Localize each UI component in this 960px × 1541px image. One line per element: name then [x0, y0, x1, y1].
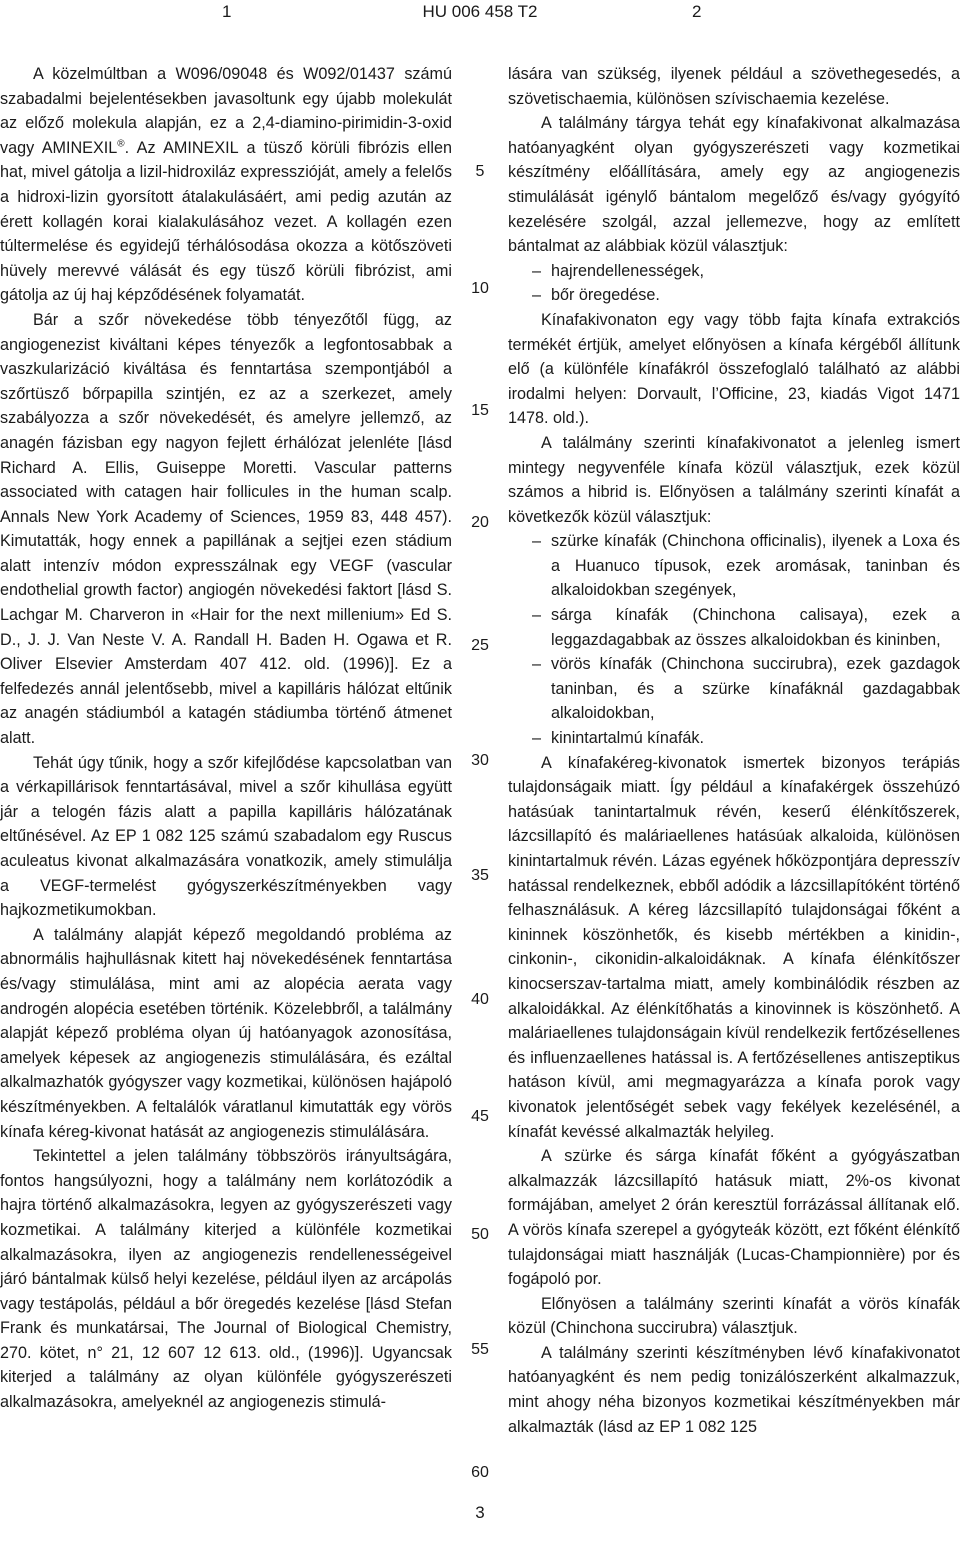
line-number: 15: [471, 402, 489, 419]
document-id: HU 006 458 T2: [422, 2, 538, 21]
right-column: [508, 62, 960, 1439]
line-number: 25: [471, 637, 489, 654]
line-number: 20: [471, 514, 489, 531]
paragraph: A szürke és sárga kínafát főként a gyógyászatban alkalmazzák lázcsillapító hatásuk miatt, 2%-os kivonat formájában, amelyet 2 órán keresztül forrázással állítanak elő. A vörös kínafa szerepel a gyógyteák között, ezt főként élénkítő tulajdonságai miatt használják (Lucas-Championnière) por és fogápoló por.: [508, 1147, 960, 1289]
registered-mark: ®: [117, 138, 125, 150]
cinchona-list: [508, 529, 960, 750]
dash-bullet: –: [532, 729, 542, 748]
paragraph: Bár a szőr növekedése több tényezőtől függ, az angiogenezist kiváltani képes tényezők a legfontosabbak a vaszkularizáció kiváltása és fenntartása szempontjából a szőrtüsző bőrpapilla szintjén, ez az a szerkezet, amely szabályozza a szőr növekedését, és amelyre jellemző, az anagén fázisban egy nagyon fejlett érhálózat jelenléte [lásd Richard A. Ellis, Guiseppe Moretti. Vascular patterns associated with catagen hair follicules in the human scalp. Annals New York Academy of Sciences, 1959 83, 448 457). Kimutatták, hogy ennek a papillának a sejtjei ezen stádium alatt intenzív módon expresszálnak egy VEGF (vascular endothelial growth factor) angiogén növekedési faktort [lásd S. Lachgar M. Charveron in «Hair for the next millenium» Ed S. D., J. J. Van Neste V. A. Randall H. Baden H. Ogawa et R. Oliver Elsevier Amsterdam 407 412. old. (1996)]. Ez a felfedezés annál jelentősebb, mivel a kapilláris hálózat eltűnik az anagén stádiumból a katagén stádiumba történő átmenet alatt.: [0, 310, 452, 748]
list-item: [508, 603, 960, 652]
left-column: [0, 62, 452, 1415]
line-number: 5: [475, 163, 485, 180]
list-item: [508, 259, 960, 284]
list-item-text: szürke kínafák (Chinchona officinalis), ilyenek a Loxa és a Huanuco típusok, ezek aromásak, taninban és alkaloidokban szegények,: [551, 532, 960, 600]
line-number: 40: [471, 991, 489, 1008]
paragraph: A találmány alapját képező megoldandó probléma az abnormális hajhullásnak kitett haj növekedésének fenntartása és/vagy stimulálása, mint ami az alopécia aerata vagy androgén alopécia esetében történik. Közelebbről, a találmány alapját képező probléma olyan új hatóanyagok azonosítása, amelyek képesek az angiogenezis stimulálására, és ezáltal alkalmazhatók gyógyszer vagy kozmetikai, különösen hajápoló készítményekben. A feltalálók váratlanul kimutatták egy vörös kínafa kéreg-kivonat hatását az angiogenezis stimulálására.: [0, 925, 452, 1141]
line-number: 35: [471, 867, 489, 884]
dash-bullet: –: [532, 261, 542, 280]
paragraph: Kínafakivonaton egy vagy több fajta kínafa extrakciós termékét értjük, amelyet előnyösen a kínafa kérgéből állítunk elő (a különféle kínafákról összefoglaló található az alábbi irodalmi helyen: Dorvault, l’Officine, 23, kiadás Vigot 1471 1478. old.).: [508, 310, 960, 428]
line-number: 55: [471, 1341, 489, 1358]
list-item-text: bőr öregedése.: [551, 286, 660, 305]
page-number: 3: [475, 1503, 485, 1522]
line-number: 30: [471, 752, 489, 769]
line-number: 45: [471, 1108, 489, 1125]
list-item-text: sárga kínafák (Chinchona calisaya), ezek a leggazdagabbak az összes alkaloidokban és kininben,: [551, 606, 960, 649]
paragraph: A találmány szerinti kínafakivonatot a jelenleg ismert mintegy negyvenféle kínafa közül választjuk, ezek közül számos a hibrid is. Előnyösen a találmány szerinti kínafát a következők közül választjuk:: [508, 433, 960, 526]
paragraph: A találmány szerinti készítményben lévő kínafakivonatot hatóanyagként és nem pedig tonizálószerként alkalmazzuk, mint ahogy néha bizonyos kozmetikai készítményekben már alkalmazták (lásd az EP 1 082 125: [508, 1343, 960, 1436]
list-item: [508, 529, 960, 603]
paragraph: Előnyösen a találmány szerinti kínafát a vörös kínafák közül (Chinchona succirubra) választjuk.: [508, 1294, 960, 1338]
paragraph: Tehát úgy tűnik, hogy a szőr kifejlődése kapcsolatban van a vérkapillárisok fenntartásával, mivel a szőr kihullása együtt jár a telogén fázis alatt a papilla kapilláris hálózatának eltűnésével. Az EP 1 082 125 számú szabadalom egy Ruscus aculeatus kivonat alkalmazására vonatkozik, amely stimulálja a VEGF-termelést gyógyszerkészítményekben vagy hajkozmetikumokban.: [0, 753, 452, 920]
paragraph: [0, 62, 452, 308]
list-item-text: vörös kínafák (Chinchona succirubra), ezek gazdagok taninban, és a szürke kínafáknál gazdagabbak alkaloidokban,: [551, 655, 960, 723]
list-item: [508, 652, 960, 726]
list-item-text: hajrendellenességek,: [551, 261, 704, 280]
condition-list: [508, 259, 960, 308]
paragraph: A találmány tárgya tehát egy kínafakivonat alkalmazása hatóanyagként olyan gyógyszerészeti vagy kozmetikai készítmény előállítására, amely egy az angiogenezis stimulálását igénylő bántalom megelőző és/vagy gyógyító kezelésére szolgál, azzal jellemezve, hogy az említett bántalmat az alábbiak közül választjuk:: [508, 114, 960, 256]
left-column-number: 1: [222, 2, 232, 21]
list-item: [508, 726, 960, 751]
list-item: [508, 283, 960, 308]
line-number: 60: [471, 1464, 489, 1481]
paragraph: Tekintettel a jelen találmány többszörös irányultságára, fontos hangsúlyozni, hogy a találmány nem korlátozódik a hajra történő alkalmazásokra, legyen az gyógyszerészeti vagy kozmetikai. A találmány kiterjed a különféle kozmetikai alkalmazásokra, ilyen az angiogenezis rendellenességeivel járó bántalmak külső helyi kezelése, például ilyen az arcápolás vagy testápolás, például a bőr öregedés kezelése [lásd Stefan Frank és munkatársai, The Journal of Biological Chemistry, 270. kötet, n° 21, 12 607 12 613. old., (1996)]. Ugyancsak kiterjed a találmány az olyan különféle gyógyszerészeti alkalmazásokra, amelyeknél az angiogenezis stimulá-: [0, 1147, 452, 1412]
paragraph: A kínafakéreg-kivonatok ismertek bizonyos terápiás tulajdonságaik miatt. Így például a kínafakérgek összehúzó hatásúak tanintartalmuk révén, keserű élénkítőszerek, lázcsillapító és maláriaellenes hatásúak alkaloida, különösen kinintartalmuk révén. Lázas egyének hőközpontjára depresszív hatással rendelkeznek, ebből adódik a lázcsillapítóként történő felhasználásuk. A kéreg lázcsillapító tulajdonságai főként a kininnek köszönhetők, és kisebb mértékben a kinidin-, cinkonin-, cikonidin-alkaloidáknak. A kínafa élénkítőszer kinocserszav-tartalma miatt, amely kombinálódik részben az alkaloidákkal. Az élénkítőhatás a kinovinnek is köszönhető. A maláriaellenes tulajdonságain kívül rendelkezik fertőzésellenes és influenzaellenes hatással is. A fertőzésellenes antiszeptikus hatáson kívül, ami megmagyarázza a kínafa porok vagy kivonatok jelentőségét sebek vagy fekélyek kezelésénél, a kínafát kevéssé alkalmazták helyileg.: [508, 753, 960, 1141]
line-number: 10: [471, 280, 489, 297]
paragraph: lására van szükség, ilyenek például a szövethegesedés, a szövetischaemia, különösen szívischaemia kezelése.: [508, 65, 960, 108]
dash-bullet: –: [532, 606, 542, 625]
right-column-number: 2: [692, 2, 702, 21]
list-item-text: kinintartalmú kínafák.: [551, 729, 704, 748]
dash-bullet: –: [532, 655, 542, 674]
dash-bullet: –: [532, 532, 542, 551]
dash-bullet: –: [532, 286, 542, 305]
line-number: 50: [471, 1226, 489, 1243]
paragraph-text: . Az AMINEXIL a tüsző körüli fibrózis ellen hat, mivel gátolja a lizil-hidroxiláz expresszióját, amely a felelős a hidroxi-lizin gyorsított átalakulásáért, ami pedig azután az érett kollagén korai kialakulásához vezet. A kollagén ezen túltermelése és egyidejű térhálósodása okozza a kötőszöveti hüvely merevvé válását és egy tüsző körüli fibrózist, ami gátolja az új haj képződésének folyamatát.: [0, 138, 452, 305]
paragraph-text: A közelmúltban a W096/09048 és W092/01437 számú szabadalmi bejelentésekben javasoltunk egy újabb molekulát az előző molekula alapján, ez a 2,4-diamino-pirimidin-3-oxid vagy AMINEXIL: [0, 65, 452, 157]
